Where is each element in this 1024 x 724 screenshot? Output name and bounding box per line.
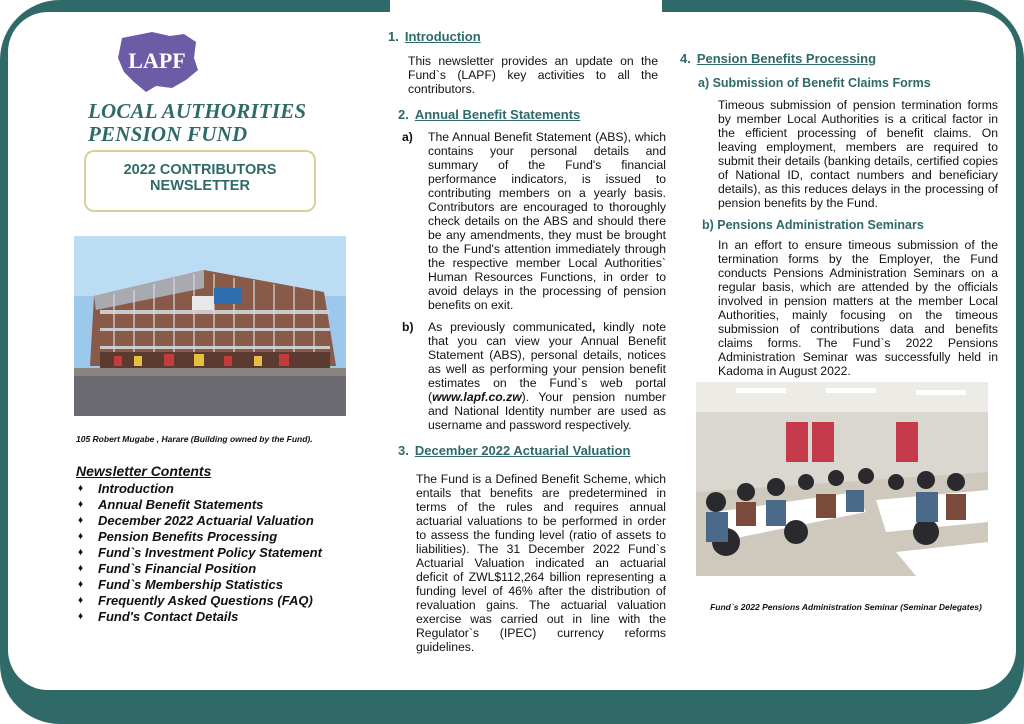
bullet-icon: ♦ (78, 515, 84, 526)
newsletter-title-box (84, 150, 316, 212)
contents-item-faq: ♦ Frequently Asked Questions (FAQ) (78, 593, 313, 608)
page-notch (390, 0, 662, 22)
contents-title: Newsletter Contents (76, 463, 212, 479)
processing-sub-b-heading: b) Pensions Administration Seminars (702, 218, 924, 232)
introduction-text: This newsletter provides an update on the Fund`s (LAPF) key activities to all the contributors. (408, 54, 658, 96)
abs-item-a-text: The Annual Benefit Statement (ABS), which contains your personal details and summary of the Fund's financial performance indicators, is issued to contributing members on a yearly basis. Contributors are encouraged to thoroughly check details on the ABS and should there be any amendments, they must be brought to the Fund's attention immediately through the respective member Local Authorities` Human Resources Functions, in order to avoid delays in the processing of pension benefits on exit. (428, 130, 666, 312)
contents-item-annual-benefit-statements: ♦ Annual Benefit Statements (78, 497, 264, 512)
building-photo-caption: 105 Robert Mugabe , Harare (Building owned by the Fund). (76, 434, 313, 444)
contents-item-contact-details: ♦ Fund's Contact Details (78, 609, 239, 624)
bullet-icon: ♦ (78, 595, 84, 606)
newsletter-contents (76, 463, 322, 625)
abs-item-b: b) As previously communicated, kindly note that you can view your Annual Benefit Statement (ABS), personal details, notices as well as performing your pension benefit estimates on the Fund`s web portal (www.lapf.co.zw). Your pension number and National Identity number are used as username and password respectively. (402, 320, 666, 432)
section-abs-heading: 2. Annual Benefit Statements (398, 107, 581, 122)
contents-item-investment-policy: ♦ Fund`s Investment Policy Statement (78, 545, 322, 560)
contents-list (76, 481, 322, 625)
org-name (88, 100, 306, 146)
newsletter-title-line2: NEWSLETTER (150, 178, 250, 194)
right-column (680, 52, 998, 378)
bullet-icon: ♦ (78, 579, 84, 590)
contents-item-introduction: ♦ Introduction (78, 481, 174, 496)
bullet-icon: ♦ (78, 611, 84, 622)
logo-text: LAPF (128, 48, 186, 73)
contents-item-financial-position: ♦ Fund`s Financial Position (78, 561, 257, 576)
abs-item-a: a) The Annual Benefit Statement (ABS), which contains your personal details and summary of the Fund's financial performance indicators, is issued to contributing members on a yearly basis. Contributors are encouraged to thoroughly check details on the ABS and should there be any amendments, they must be brought to the Fund's attention immediately through the respective member Local Authorities` Human Resources Functions, in order to avoid delays in the processing of pension benefits on exit. (402, 130, 666, 312)
org-name-line1: LOCAL AUTHORITIES (88, 99, 307, 123)
building-photo (74, 236, 346, 416)
bullet-icon: ♦ (78, 547, 84, 558)
bullet-icon: ♦ (78, 531, 84, 542)
lapf-logo (112, 28, 202, 94)
processing-sub-a-text: Timeous submission of pension termination forms by member Local Authorities is a critical factor in the efficient processing of benefit claims. On leaving employment, members are required to submit their details (banking details, certified copies of National ID, contact numbers and beneficiary details), as this reduces delays in the processing of pension benefits by the Fund. (718, 98, 998, 210)
org-name-line2: PENSION FUND (88, 122, 248, 146)
section-introduction-heading: 1. Introduction (388, 29, 481, 44)
contents-item-pension-benefits-processing: ♦ Pension Benefits Processing (78, 529, 278, 544)
section-processing-heading: 4. Pension Benefits Processing (680, 51, 877, 66)
bullet-icon: ♦ (78, 483, 84, 494)
section-valuation-heading: 3. December 2022 Actuarial Valuation (398, 443, 631, 458)
newsletter-title-line1: 2022 CONTRIBUTORS (123, 162, 277, 178)
contents-item-actuarial-valuation: ♦ December 2022 Actuarial Valuation (78, 513, 314, 528)
processing-sub-b-text: In an effort to ensure timeous submission of the termination forms by the Employer, the Fund conducts Pensions Administration Seminars on a regular basis, which are attended by the officials involved in pension matters at the member Local Authorities, mainly focusing on the timeous submission of contributions data and benefits claims forms. The Fund`s 2022 Pensions Administration Seminar was successfully held in Kadoma in August 2022. (718, 238, 998, 378)
bullet-icon: ♦ (78, 499, 84, 510)
processing-sub-a-heading: a) Submission of Benefit Claims Forms (698, 76, 931, 90)
bullet-icon: ♦ (78, 563, 84, 574)
seminar-photo (696, 382, 988, 576)
web-portal-link[interactable]: www.lapf.co.zw (432, 390, 522, 404)
seminar-photo-caption: Fund`s 2022 Pensions Administration Seminar (Seminar Delegates) (710, 602, 982, 612)
middle-column (388, 30, 666, 654)
contents-item-membership-statistics: ♦ Fund`s Membership Statistics (78, 577, 283, 592)
valuation-text: The Fund is a Defined Benefit Scheme, which entails that benefits are predetermined in terms of the rules and requires annual actuarial valuations to be performed in order to assess the funding level (ratio of assets to liabilities). The 31 December 2022 Fund`s Actuarial Valuation indicated an actuarial deficit of ZWL$112,264 billion representing a funding level of 46% after the distribution of revaluation gains. The actuarial valuation exercise was carried out in line with the Regulator`s (IPEC) currency reforms guidelines. (416, 472, 666, 654)
